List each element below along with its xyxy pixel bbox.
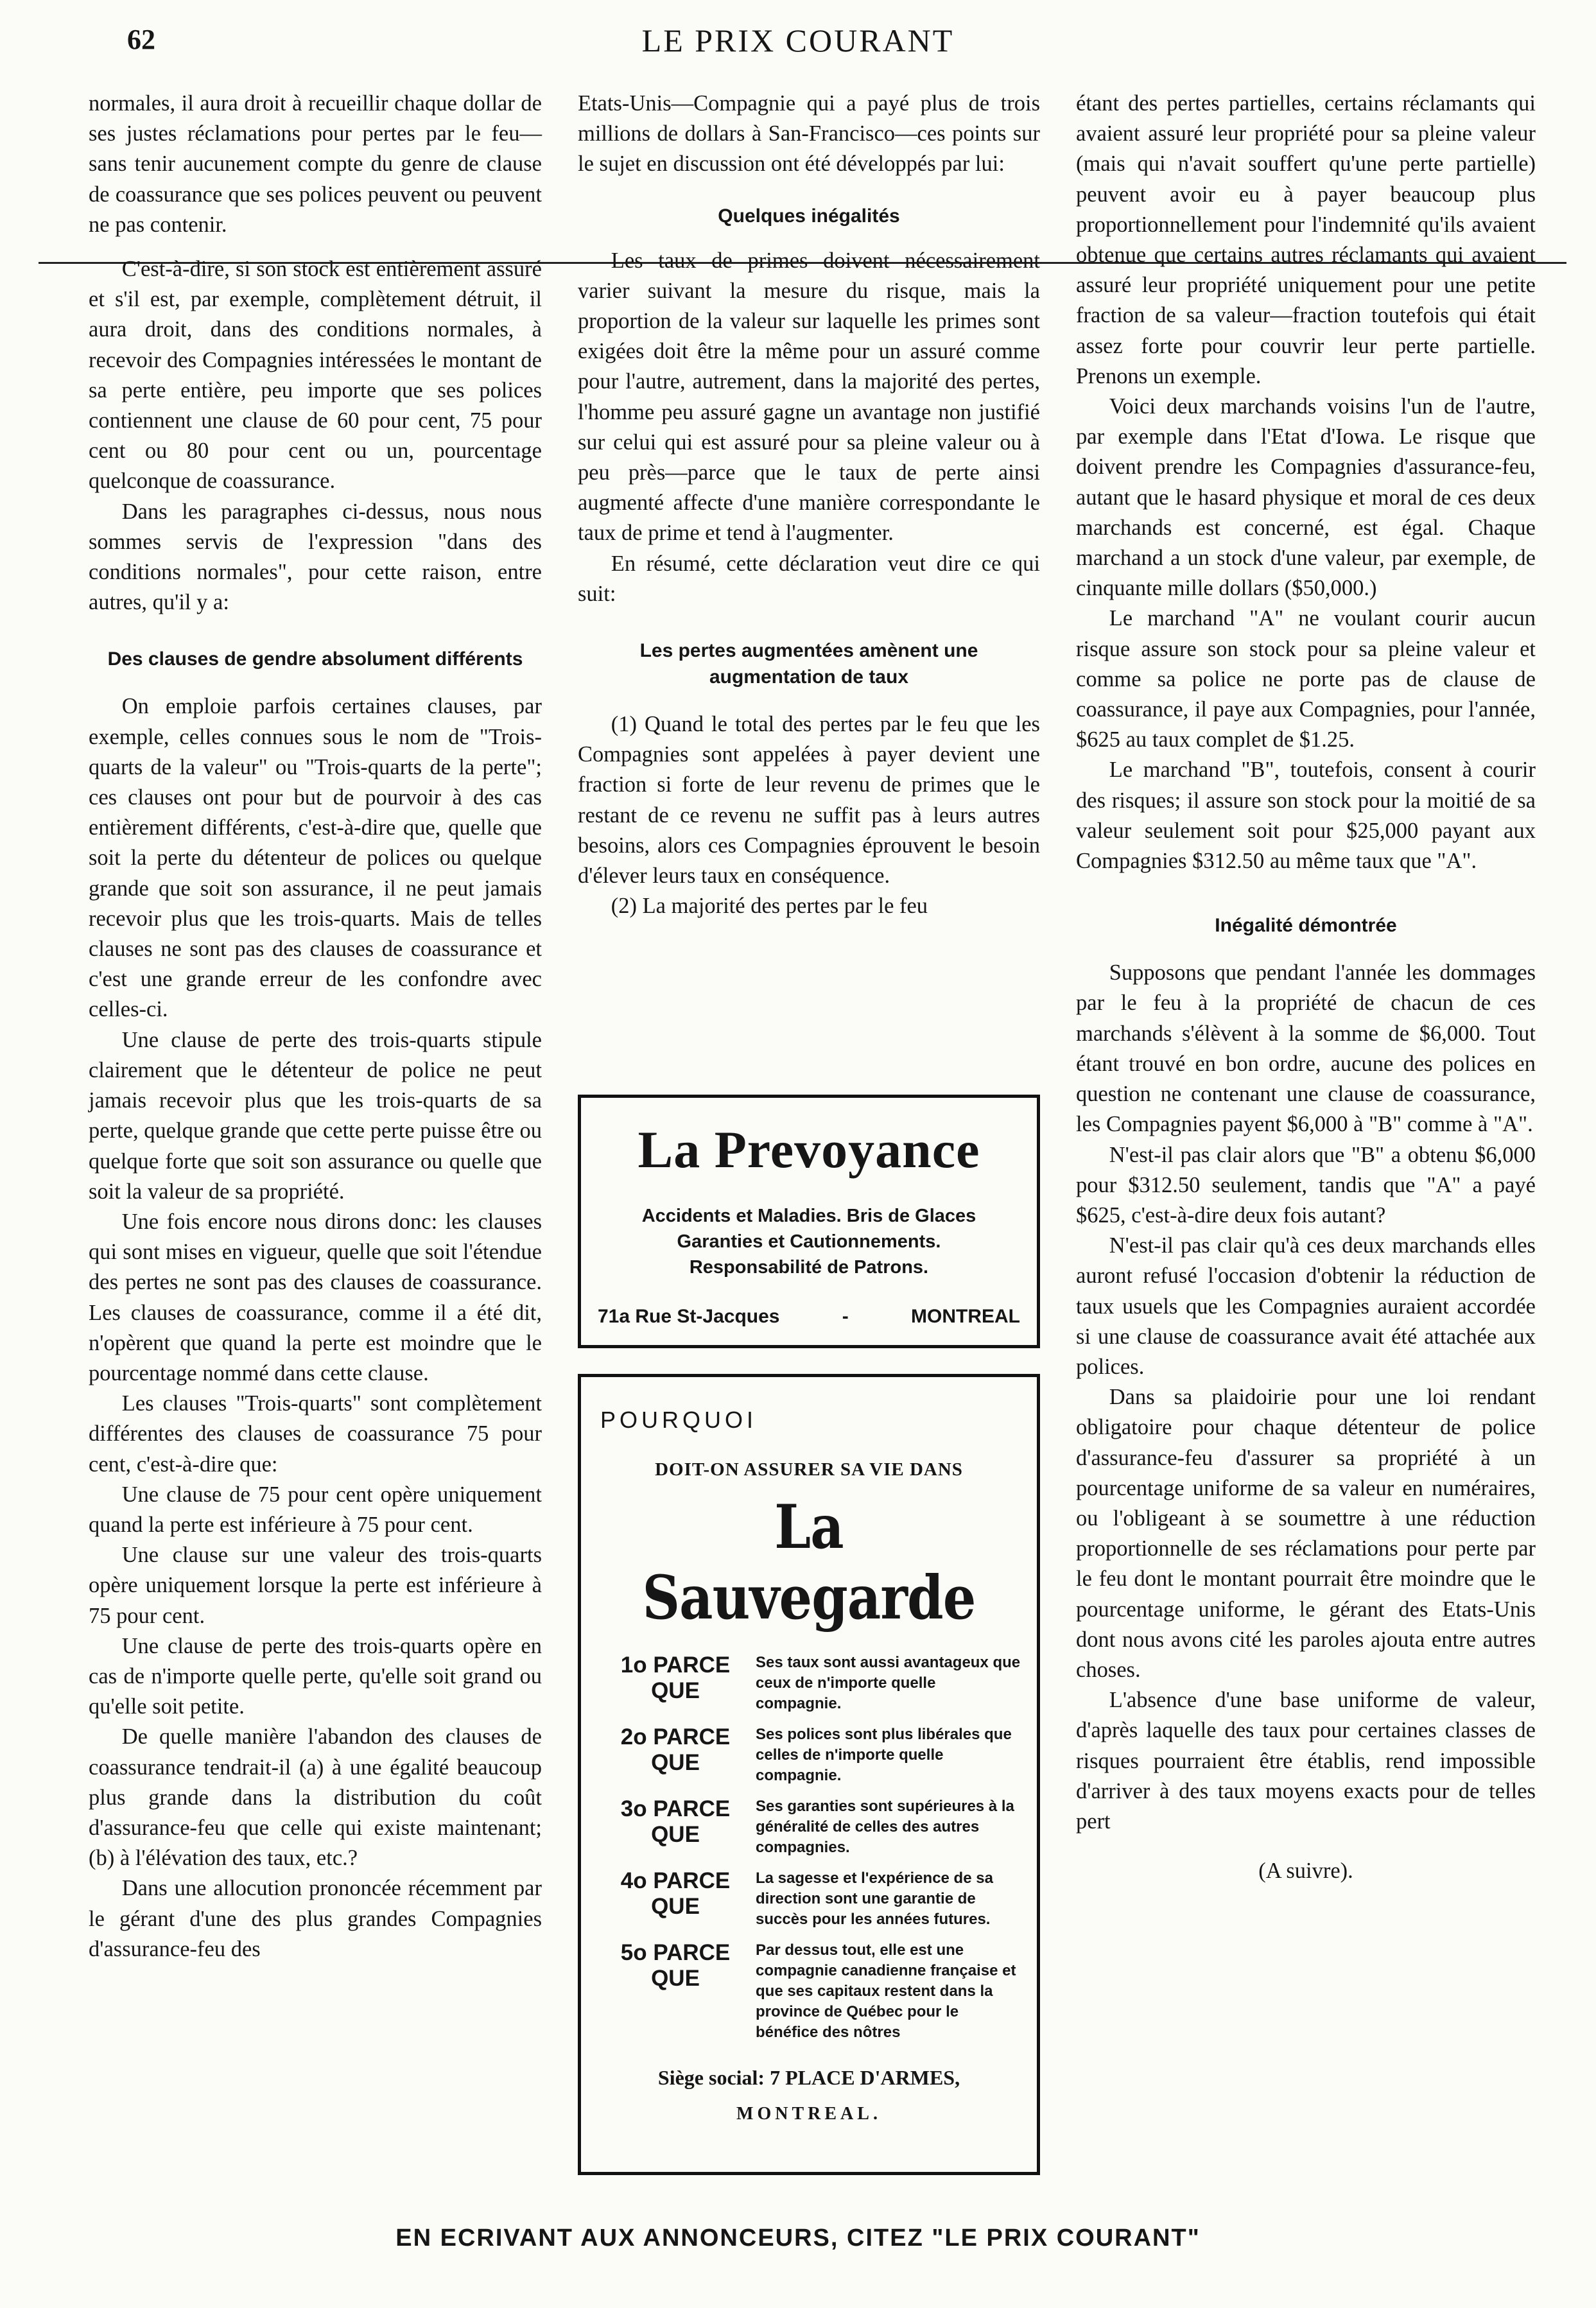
- reason-text: Ses polices sont plus libérales que celles de n'importe quelle compagnie.: [756, 1726, 1012, 1784]
- paragraph: Une clause sur une valeur des trois-quarts opère uniquement lorsque la perte est inférieure à 75 pour cent.: [89, 1543, 542, 1628]
- service-line: Responsabilité de Patrons.: [689, 1257, 929, 1278]
- paragraph: Supposons que pendant l'année les dommages par le feu à la propriété de chacun de ces marchands s'élèvent à la somme de $6,000. Tout étant trouvé en bon ordre, aucune des polices en question ne contenant une clause de coassurance, les Compagnies payent $6,000 à "B" comme à "A".: [1076, 960, 1536, 1137]
- reason-label: 5o PARCE QUE: [620, 1940, 731, 1991]
- paragraph: Dans sa plaidoirie pour une loi rendant obligatoire pour chaque détenteur de police d'assurance-feu d'assurer sa propriété à un pourcentage uniforme de sa valeur en numéraires, ou l'obligeant à se soumettre à une réduction proportionnelle de ses réclamations pour perte par le feu dont le montant pourrait être moindre que le pourcentage uniforme, le gérant des Etats-Unis dont nous avons cité les paroles ajouta entre autres choses.: [1076, 1385, 1536, 1682]
- paragraph: L'absence d'une base uniforme de valeur, d'après laquelle des taux pour certaines classes de risques pourraient être établis, rend impossible d'arriver à des taux moyens exacts pour de telles pert: [1076, 1688, 1536, 1834]
- reason-text: Ses taux sont aussi avantageux que ceux de n'importe quelle compagnie.: [756, 1654, 1021, 1712]
- paragraph: Les taux de primes doivent nécessairement varier suivant la mesure du risque, mais la proportion de la valeur sur laquelle les primes sont exigées doit être la même pour un assuré comme pour l'autre, autrement, dans la majorité des pertes, l'homme peu assuré gagne un avantage non justifié sur celui qui est assuré pour sa pleine valeur ou à peu près—parce que le taux de perte ainsi augmenté affecte d'une manière correspondante le taux de prime et tend à l'augmenter.: [578, 248, 1040, 546]
- paragraph: Une clause de perte des trois-quarts stipule clairement que le détenteur de police ne peut jamais recevoir plus que les trois-quarts de sa perte, quelque grande que cette perte puisse être ou quelque forte que soit son assurance ou quelle que soit la valeur de sa propriété.: [89, 1027, 542, 1204]
- paragraph: De quelle manière l'abandon des clauses de coassurance tendrait-il (a) à une égalité beaucoup plus grande dans la distribution du coût d'assurance-feu que celle qui existe maintenant; (b) à l'élévation des taux, etc.?: [89, 1724, 542, 1871]
- paragraph: En résumé, cette déclaration veut dire ce qui suit:: [578, 551, 1040, 606]
- paragraph: Une clause de 75 pour cent opère uniquement quand la perte est inférieure à 75 pour cent.: [89, 1482, 542, 1537]
- paragraph: Les clauses "Trois-quarts" sont complètement différentes des clauses de coassurance 75 pour cent, c'est-à-dire que:: [89, 1391, 542, 1477]
- section-heading: Les pertes augmentées amènent une augmentation de taux: [639, 640, 978, 688]
- service-line: Garanties et Cautionnements.: [677, 1231, 941, 1252]
- column-left: [89, 89, 542, 1965]
- advertiser-name: La Prevoyance: [638, 1120, 980, 1179]
- reason-text: Ses garanties sont supérieures à la généralité de celles des autres compagnies.: [756, 1798, 1014, 1856]
- advertiser-name: La Sauvegarde: [642, 1492, 976, 1633]
- ad-kicker: POURQUOI: [600, 1407, 758, 1433]
- section-heading: Quelques inégalités: [718, 205, 900, 227]
- advertisement-la-prevoyance: [578, 1095, 1040, 1348]
- reason-label: 3o PARCE QUE: [620, 1796, 731, 1847]
- advertisement-la-sauvegarde: [578, 1374, 1040, 2175]
- advertiser-address: [598, 1306, 1020, 1328]
- paragraph: N'est-il pas clair qu'à ces deux marchands elles auront refusé l'occasion d'obtenir la réduction de taux usuels que les Compagnies auraient accordée si une clause de coassurance avait été attachée aux polices.: [1076, 1233, 1536, 1379]
- city: MONTREAL: [911, 1306, 1020, 1327]
- address-separator: -: [842, 1306, 849, 1327]
- reason-label: 2o PARCE QUE: [620, 1724, 731, 1775]
- continuation-note: (A suivre).: [1258, 1859, 1353, 1884]
- column-middle: [578, 89, 1040, 921]
- service-line: Accidents et Maladies. Bris de Glaces: [641, 1206, 976, 1226]
- paragraph: Une fois encore nous dirons donc: les clauses qui sont mises en vigueur, quelle que soit l'étendue des pertes ne sont pas des clauses de coassurance. Les clauses de coassurance, comme il a été dit, n'opèrent que quand la perte est moindre que le pourcentage nommé dans cette clause.: [89, 1209, 542, 1385]
- paragraph: N'est-il pas clair alors que "B" a obtenu $6,000 pour $312.50 seulement, tandis que "A" a payé $625, c'est-à-dire deux fois autant?: [1076, 1142, 1536, 1228]
- paragraph: Le marchand "B", toutefois, consent à courir des risques; il assure son stock pour la moitié de sa valeur seulement soit pour $25,000 payant aux Compagnies $312.50 au même taux que "A".: [1076, 758, 1536, 874]
- reason-item: [595, 1724, 1025, 1786]
- section-heading: Des clauses de gendre absolument différents: [107, 648, 523, 670]
- paragraph: Dans les paragraphes ci-dessus, nous nous sommes servis de l'expression "dans des conditions normales", pour cette raison, entre autres, qu'il y a:: [89, 499, 542, 615]
- paragraph: étant des pertes partielles, certains réclamants qui avaient assuré leur propriété pour sa pleine valeur (mais qui n'avait souffert qu'une perte partielle) peuvent avoir eu à payer beaucoup plus proportionnellement pour l'indemnité qu'ils avaient obtenue que certains autres réclamants qui avaient assuré leur propriété uniquement pour une petite fraction de sa valeur—fraction toutefois qui était assez forte pour couvrir leur perte partielle. Prenons un exemple.: [1076, 91, 1536, 388]
- paragraph: On emploie parfois certaines clauses, par exemple, celles connues sous le nom de "Trois-quarts de la valeur" ou "Trois-quarts de la perte"; ces clauses ont pour but de pourvoir à des cas entièrement différents, c'est-à-dire que, quelle que soit la perte du détenteur de polices ou quelque grande que soit son assurance, il ne peut jamais recevoir plus que les trois-quarts. Mais de telles clauses ne sont pas des clauses de coassurance et c'est une grande erreur de les confondre avec celles-ci.: [89, 694, 542, 1022]
- paragraph: C'est-à-dire, si son stock est entièrement assuré et s'il est, par exemple, complètement détruit, il aura droit, dans des conditions normales, à recevoir des Compagnies intéressées le montant de sa perte entière, peu importe que ses polices contiennent une clause de 60 pour cent, 75 pour cent ou 80 pour cent ou un, pourcentage quelconque de coassurance.: [89, 257, 542, 494]
- paragraph: Le marchand "A" ne voulant courir aucun risque assure son stock pour sa pleine valeur et comme sa police ne porte pas de clause de coassurance, il paye aux Compagnies, pour l'année, $625 au taux complet de $1.25.: [1076, 606, 1536, 752]
- street-address: 71a Rue St-Jacques: [598, 1306, 780, 1327]
- paragraph: Dans une allocution prononcée récemment par le gérant d'une des plus grandes Compagnies d'assurance-feu des: [89, 1876, 542, 1961]
- reason-text: Par dessus tout, elle est une compagnie canadienne française et que ses capitaux restent dans la province de Québec pour le bénéfice des nôtres: [756, 1941, 1016, 2041]
- column-right: [1076, 89, 1536, 1886]
- page-number: 62: [127, 24, 155, 55]
- head-office: Siège social: 7 PLACE D'ARMES,: [657, 2066, 960, 2089]
- reason-item: [595, 1868, 1025, 1930]
- reason-item: [595, 1796, 1025, 1858]
- city: MONTREAL.: [736, 2104, 881, 2124]
- reason-text: La sagesse et l'expérience de sa direction sont une garantie de succès pour les années futures.: [756, 1870, 993, 1928]
- running-head: LE PRIX COURANT: [641, 22, 955, 58]
- reason-label: 1o PARCE QUE: [620, 1653, 731, 1703]
- reason-item: [595, 1653, 1025, 1714]
- paragraph: Une clause de perte des trois-quarts opère en cas de n'importe quelle perte, qu'elle soit grand ou qu'elle soit petite.: [89, 1633, 542, 1719]
- reason-list: [581, 1653, 1037, 2043]
- ad-question: DOIT-ON ASSURER SA VIE DANS: [655, 1459, 963, 1480]
- section-heading: Inégalité démontrée: [1215, 915, 1397, 937]
- reason-label: 4o PARCE QUE: [620, 1868, 731, 1919]
- paragraph: (1) Quand le total des pertes par le feu que les Compagnies sont appelées à payer devient une fraction si forte de leur revenu de primes que le restant de ce revenu ne suffit pas à leurs autres besoins, alors ces Compagnies éprouvent le besoin d'élever leurs taux en conséquence.: [578, 712, 1040, 889]
- paragraph: Voici deux marchands voisins l'un de l'autre, par exemple dans l'Etat d'Iowa. Le risque que doivent prendre les Compagnies d'assurance-feu, autant que le hasard physique et moral de ces deux marchands est concerné, est égal. Chaque marchand a un stock d'une valeur, par exemple, de cinquante mille dollars ($50,000.): [1076, 394, 1536, 601]
- paragraph: normales, il aura droit à recueillir chaque dollar de ses justes réclamations pour pertes par le feu—sans tenir aucunement compte du genre de clause de coassurance que ses polices peuvent ou peuvent ne pas contenir.: [89, 91, 542, 237]
- paragraph: (2) La majorité des pertes par le feu: [611, 894, 928, 919]
- reason-item: [595, 1940, 1025, 2043]
- paragraph: Etats-Unis—Compagnie qui a payé plus de trois millions de dollars à San-Francisco—ces points sur le sujet en discussion ont été développés par lui:: [578, 91, 1040, 177]
- footer-notice: EN ECRIVANT AUX ANNONCEURS, CITEZ "LE PRIX COURANT": [395, 2225, 1201, 2252]
- advertisement-services: [581, 1203, 1037, 1280]
